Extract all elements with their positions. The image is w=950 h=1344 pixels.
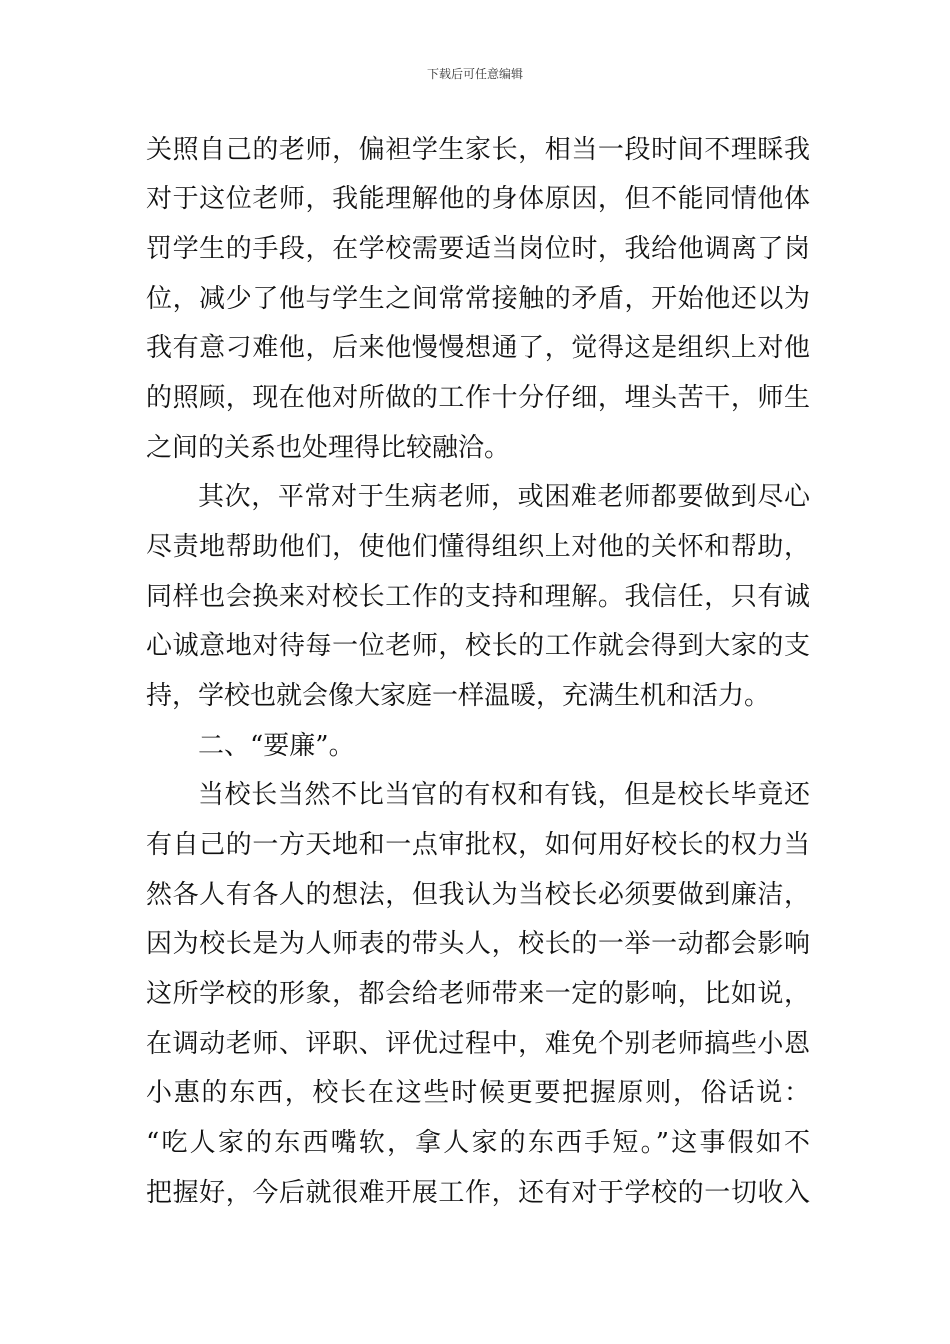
text-line-7: 之间的关系也处理得比较融洽。 [146,433,511,463]
text-line-1: 关照自己的老师，偏袒学生家长，相当一段时间不理睬我 [146,135,810,165]
text-line-14: 当校长当然不比当官的有权和有钱，但是校长毕竟还 [198,780,810,810]
text-line-17: 因为校长是为人师表的带头人，校长的一举一动都会影响 [146,929,810,959]
text-line-19: 在调动老师、评职、评优过程中，难免个别老师搞些小恩 [146,1029,810,1059]
text-line-21: “吃人家的东西嘴软，拿人家的东西手短。”这事假如不 [146,1128,810,1158]
section-heading: 二、“要廉”。 [198,731,355,761]
text-line-5: 我有意刁难他，后来他慢慢想通了，觉得这是组织上对他 [146,333,810,363]
text-line-9: 尽责地帮助他们，使他们懂得组织上对他的关怀和帮助， [146,532,810,562]
text-line-18: 这所学校的形象，都会给老师带来一定的影响，比如说， [146,979,810,1009]
text-line-3: 罚学生的手段，在学校需要适当岗位时，我给他调离了岗 [146,234,810,264]
text-line-11: 心诚意地对待每一位老师，校长的工作就会得到大家的支 [146,631,810,661]
text-line-2: 对于这位老师，我能理解他的身体原因，但不能同情他体 [146,184,810,214]
text-line-10: 同样也会换来对校长工作的支持和理解。我信任，只有诚 [146,582,810,612]
text-line-4: 位，减少了他与学生之间常常接触的矛盾，开始他还以为 [146,284,810,314]
text-line-6: 的照顾，现在他对所做的工作十分仔细，埋头苦干，师生 [146,383,810,413]
text-line-22: 把握好，今后就很难开展工作，还有对于学校的一切收入 [146,1178,810,1208]
text-line-16: 然各人有各人的想法，但我认为当校长必须要做到廉洁， [146,880,810,910]
text-line-8: 其次，平常对于生病老师，或困难老师都要做到尽心 [198,482,810,512]
text-line-20: 小惠的东西，校长在这些时候更要把握原则，俗话说： [146,1078,810,1108]
text-line-12: 持，学校也就会像大家庭一样温暖，充满生机和活力。 [146,681,771,711]
text-line-15: 有自己的一方天地和一点审批权，如何用好校长的权力当 [146,830,810,860]
page-header-note: 下载后可任意编辑 [426,67,523,81]
